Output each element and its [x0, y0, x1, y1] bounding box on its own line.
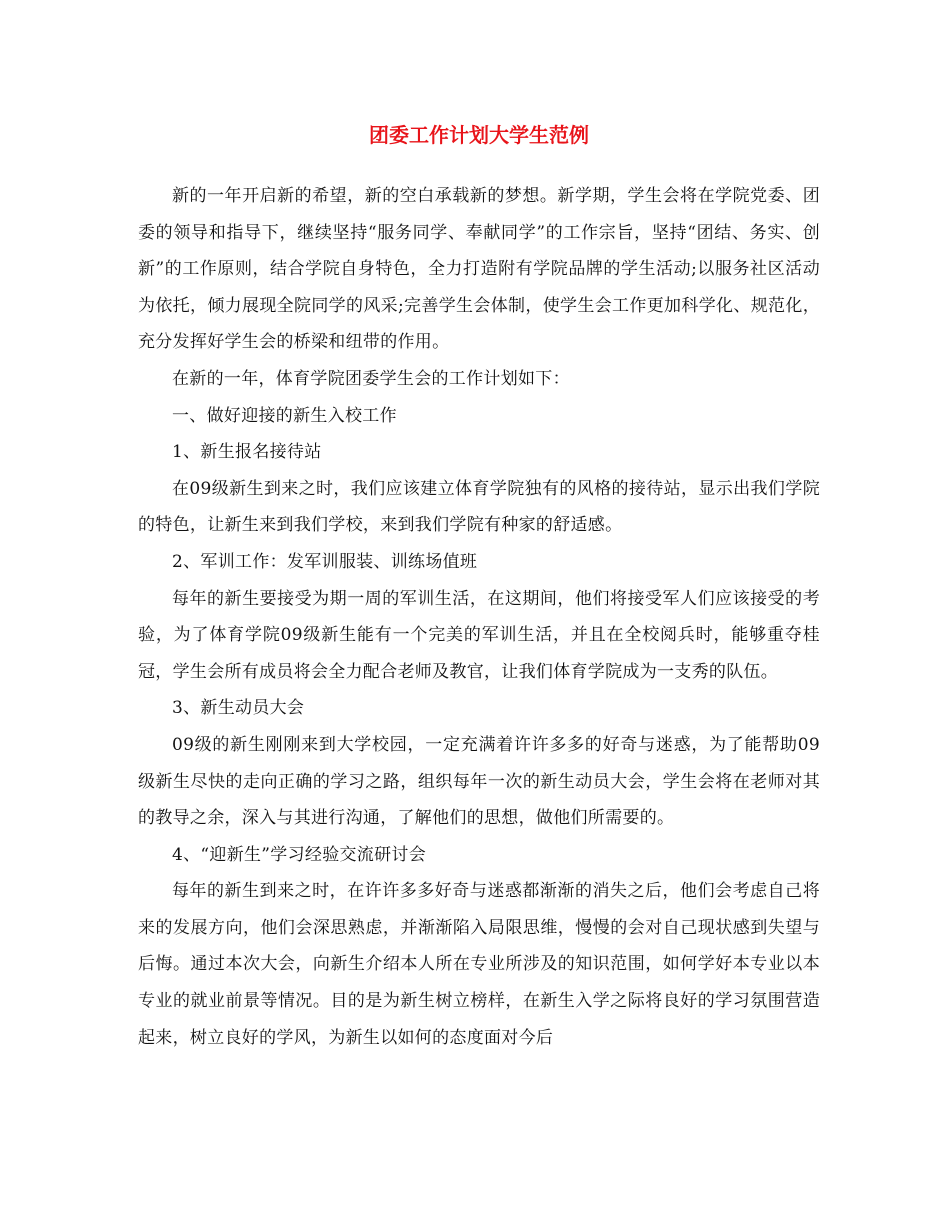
paragraph-seminar: 每年的新生到来之时，在许许多多好奇与迷惑都渐渐的消失之后，他们会考虑自己将来的发展方向，他们会深思熟虑，并渐渐陷入局限思维，慢慢的会对自己现状感到失望与后悔。通过本次大会，向新生介绍本人所在专业所涉及的知识范围，如何学好本专业以本专业的就业前景等情况。目的是为新生树立榜样，在新生入学之际将良好的学习氛围营造起来，树立良好的学风，为新生以如何的态度面对今后 — [138, 881, 820, 1048]
subheading-1: 1、新生报名接待站 — [172, 442, 322, 463]
paragraph-intro: 新的一年开启新的希望，新的空白承载新的梦想。新学期，学生会将在学院党委、团委的领导和指导下，继续坚持“服务同学、奉献同学”的工作宗旨，坚持“团结、务实、创新”的工作原则，结合学院自身特色，全力打造附有学院品牌的学生活动;以服务社区活动为依托，倾力展现全院同学的风采;完善学生会体制，使学生会工作更加科学化、规范化，充分发挥好学生会的桥梁和纽带的作用。 — [138, 186, 820, 353]
document-title: 团委工作计划大学生范例 — [369, 123, 589, 147]
subheading-4: 4、“迎新生”学习经验交流研讨会 — [172, 844, 426, 865]
section-heading-1: 一、做好迎接的新生入校工作 — [172, 405, 397, 426]
paragraph-military-training: 每年的新生要接受为期一周的军训生活，在这期间，他们将接受军人们应该接受的考验，为了体育学院09级新生能有一个完美的军训生活，并且在全校阅兵时，能够重夺桂冠，学生会所有成员将会全力配合老师及教官，让我们体育学院成为一支秀的队伍。 — [138, 588, 820, 682]
paragraph-plan-lead: 在新的一年，体育学院团委学生会的工作计划如下： — [172, 368, 570, 389]
subheading-3: 3、新生动员大会 — [172, 698, 305, 719]
paragraph-mobilization: 09级的新生刚刚来到大学校园，一定充满着许许多多的好奇与迷惑，为了能帮助09级新生尽快的走向正确的学习之路，组织每年一次的新生动员大会，学生会将在老师对其的教导之余，深入与其进行沟通，了解他们的思想，做他们所需要的。 — [138, 734, 820, 829]
paragraph-reception: 在09级新生到来之时，我们应该建立体育学院独有的风格的接待站，显示出我们学院的特色，让新生来到我们学校，来到我们学院有种家的舒适感。 — [138, 478, 820, 536]
subheading-2: 2、军训工作：发军训服装、训练场值班 — [172, 551, 478, 572]
